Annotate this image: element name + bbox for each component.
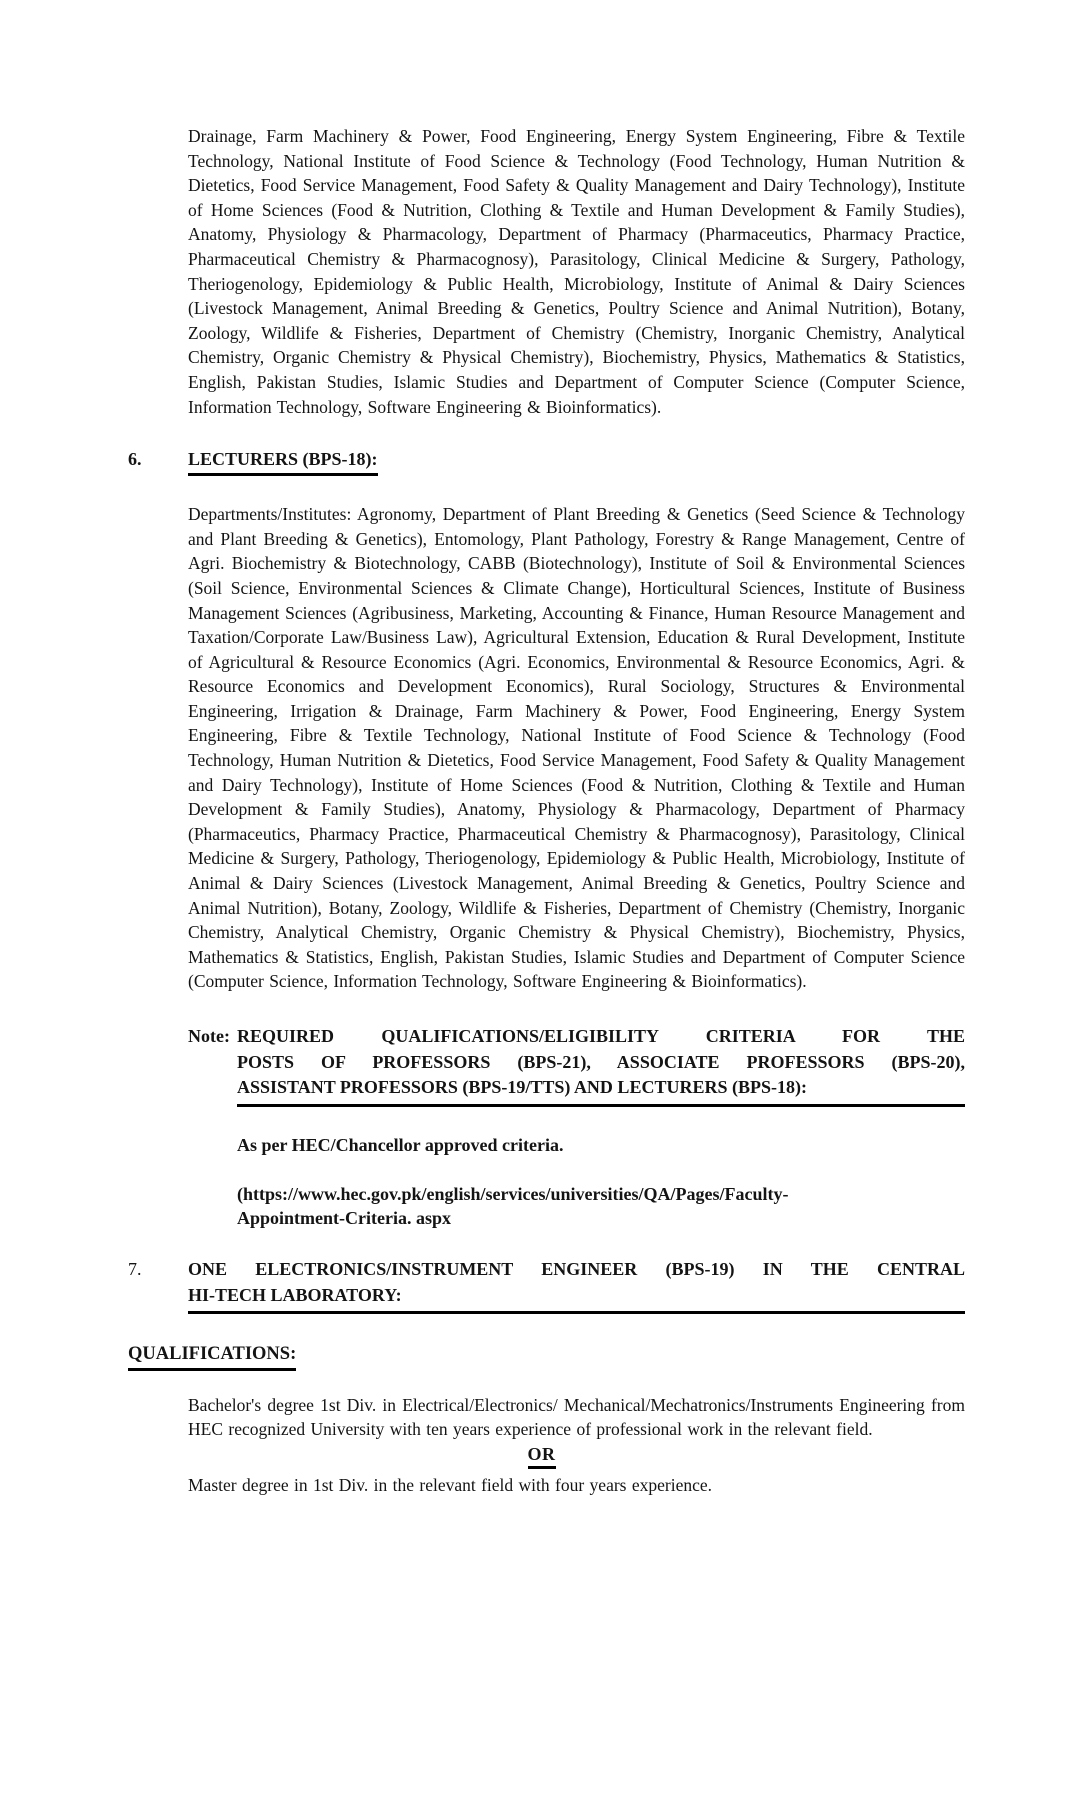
note-line-2: POSTS OF PROFESSORS (BPS-21), ASSOCIATE PROFESSORS (BPS-20), <box>237 1051 965 1072</box>
qualification-master-paragraph: Master degree in 1st Div. in the relevant field with four years experience. <box>188 1474 713 1495</box>
section-7-title <box>188 1257 965 1314</box>
criteria-url-line-2: Appointment-Criteria. aspx <box>237 1208 451 1229</box>
note-content <box>237 1024 965 1107</box>
section-7-title-line-1: ONE ELECTRONICS/INSTRUMENT ENGINEER (BPS-19) IN THE CENTRAL <box>188 1258 965 1279</box>
criteria-text: As per HEC/Chancellor approved criteria. <box>237 1134 564 1155</box>
qualifications-heading <box>128 1342 965 1371</box>
note-line-3: ASSISTANT PROFESSORS (BPS-19/TTS) AND LECTURERS (BPS-18): <box>237 1075 965 1107</box>
or-separator <box>188 1444 965 1469</box>
section-6-heading <box>128 447 965 476</box>
paragraph-departments-lecturers: Departments/Institutes: Agronomy, Department of Plant Breeding & Genetics (Seed Science & Technology and Plant Breeding & Genetics), Entomology, Plant Pathology, Forestry & Range Management, Centre of Agri. Biochemistry & Biotechnology, CABB (Biotechnology), Institute of Soil & Environmental Sciences (Soil Science, Environmental Sciences & Climate Change), Horticultural Sciences, Institute of Business Management Sciences (Agribusiness, Marketing, Accounting & Finance, Human Resource Management and Taxation/Corporate Law/Business Law), Agricultural Extension, Education & Rural Development, Institute of Agricultural & Resource Economics (Agri. Economics, Environmental & Resource Economics, Agri. & Resource Economics and Development Economics), Rural Sociology, Structures & Environmental Engineering, Irrigation & Drainage, Farm Machinery & Power, Food Engineering, Energy System Engineering, Fibre & Textile Technology, National Institute of Food Science & Technology (Food Technology, Human Nutrition & Dietetics, Food Service Management, Food Safety & Quality Management and Dairy Technology), Institute of Home Sciences (Food & Nutrition, Clothing & Textile and Human Development & Family Studies), Anatomy, Physiology & Pharmacology, Department of Pharmacy (Pharmaceutics, Pharmacy Practice, Pharmaceutical Chemistry & Pharmacognosy), Parasitology, Clinical Medicine & Surgery, Pathology, Theriogenology, Epidemiology & Public Health, Microbiology, Institute of Animal & Dairy Sciences (Livestock Management, Animal Breeding & Genetics, Poultry Science and Animal Nutrition), Botany, Zoology, Wildlife & Fisheries, Department of Chemistry (Chemistry, Inorganic Chemistry, Analytical Chemistry, Organic Chemistry & Physical Chemistry), Biochemistry, Physics, Mathematics & Statistics, English, Pakistan Studies, Islamic Studies and Department of Computer Science (Computer Science, Information Technology, Software Engineering & Bioinformatics). <box>188 504 965 992</box>
section-7-number: 7. <box>128 1258 142 1279</box>
paragraph-departments-continued: Drainage, Farm Machinery & Power, Food Engineering, Energy System Engineering, Fibre & Textile Technology, National Institute of Food Science & Technology (Food Technology, Human Nutrition & Dietetics, Food Service Management, Food Safety & Quality Management and Dairy Technology), Institute of Home Sciences (Food & Nutrition, Clothing & Textile and Human Development & Family Studies), Anatomy, Physiology & Pharmacology, Department of Pharmacy (Pharmaceutics, Pharmacy Practice, Pharmaceutical Chemistry & Pharmacognosy), Parasitology, Clinical Medicine & Surgery, Pathology, Theriogenology, Epidemiology & Public Health, Microbiology, Institute of Animal & Dairy Sciences (Livestock Management, Animal Breeding & Genetics, Poultry Science and Animal Nutrition), Botany, Zoology, Wildlife & Fisheries, Department of Chemistry (Chemistry, Inorganic Chemistry, Analytical Chemistry, Organic Chemistry & Physical Chemistry), Biochemistry, Physics, Mathematics & Statistics, English, Pakistan Studies, Islamic Studies and Department of Computer Science (Computer Science, Information Technology, Software Engineering & Bioinformatics). <box>188 126 965 417</box>
qualifications-heading-text: QUALIFICATIONS: <box>128 1342 296 1371</box>
criteria-url-line-1: (https://www.hec.gov.pk/english/services/universities/QA/Pages/Faculty- <box>237 1183 789 1204</box>
section-7-title-line-2: HI-TECH LABORATORY: <box>188 1283 965 1314</box>
section-6-title: LECTURERS (BPS-18): <box>188 447 378 476</box>
document-content <box>128 124 965 1497</box>
section-6-number: 6. <box>128 449 142 470</box>
section-7-heading <box>128 1257 965 1314</box>
or-label: OR <box>528 1444 556 1469</box>
criteria-url <box>237 1182 927 1231</box>
note-block <box>188 1024 965 1107</box>
note-label: Note: <box>188 1026 230 1046</box>
qualification-bachelor-paragraph: Bachelor's degree 1st Div. in Electrical/Electronics/ Mechanical/Mechatronics/Instruments Engineering from HEC recognized University with ten years experience of professional work in the relevant field. <box>188 1394 965 1440</box>
note-line-1: REQUIRED QUALIFICATIONS/ELIGIBILITY CRITERIA FOR THE <box>237 1026 965 1046</box>
